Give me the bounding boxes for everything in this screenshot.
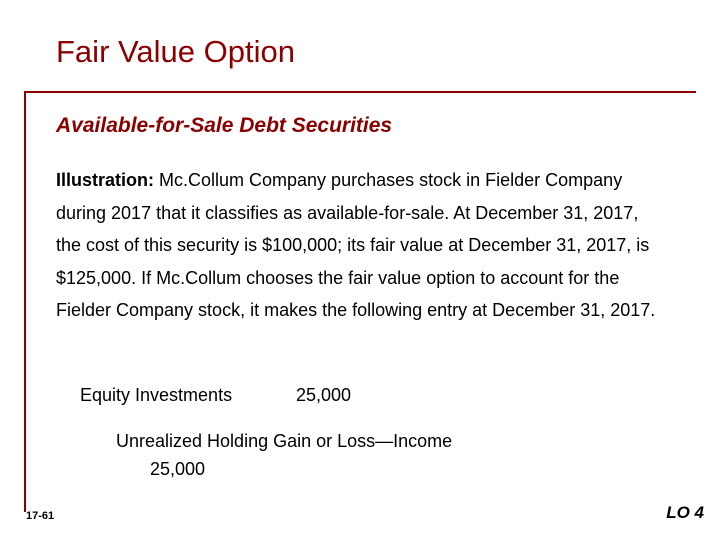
slide-subtitle: Available-for-Sale Debt Securities	[56, 114, 393, 137]
credit-account: Unrealized Holding Gain or Loss—Income	[116, 431, 453, 451]
journal-entry-debit-line	[80, 385, 352, 406]
journal-entry-credit-line	[116, 427, 536, 483]
slide-title: Fair Value Option	[56, 34, 295, 69]
illustration-text: Mc.Collum Company purchases stock in Fielder Company during 2017 that it classifies as available-for-sale. At December 31, 2017, the cost of this security is $100,000; its fair value at December 31, 2017, is $125,000. If Mc.Collum chooses the fair value option to account for the Fielder Company stock, it makes the following entry at December 31, 2017.	[56, 170, 656, 320]
title-divider	[24, 91, 696, 93]
illustration-lead: Illustration:	[56, 170, 154, 190]
slide-number: 17-61	[26, 510, 55, 522]
learning-objective-tag: LO 4	[666, 503, 704, 522]
credit-amount: 25,000	[150, 459, 206, 479]
left-divider	[24, 92, 26, 512]
debit-account: Equity Investments	[80, 385, 233, 405]
debit-amount: 25,000	[296, 385, 352, 405]
illustration-paragraph	[56, 164, 656, 327]
